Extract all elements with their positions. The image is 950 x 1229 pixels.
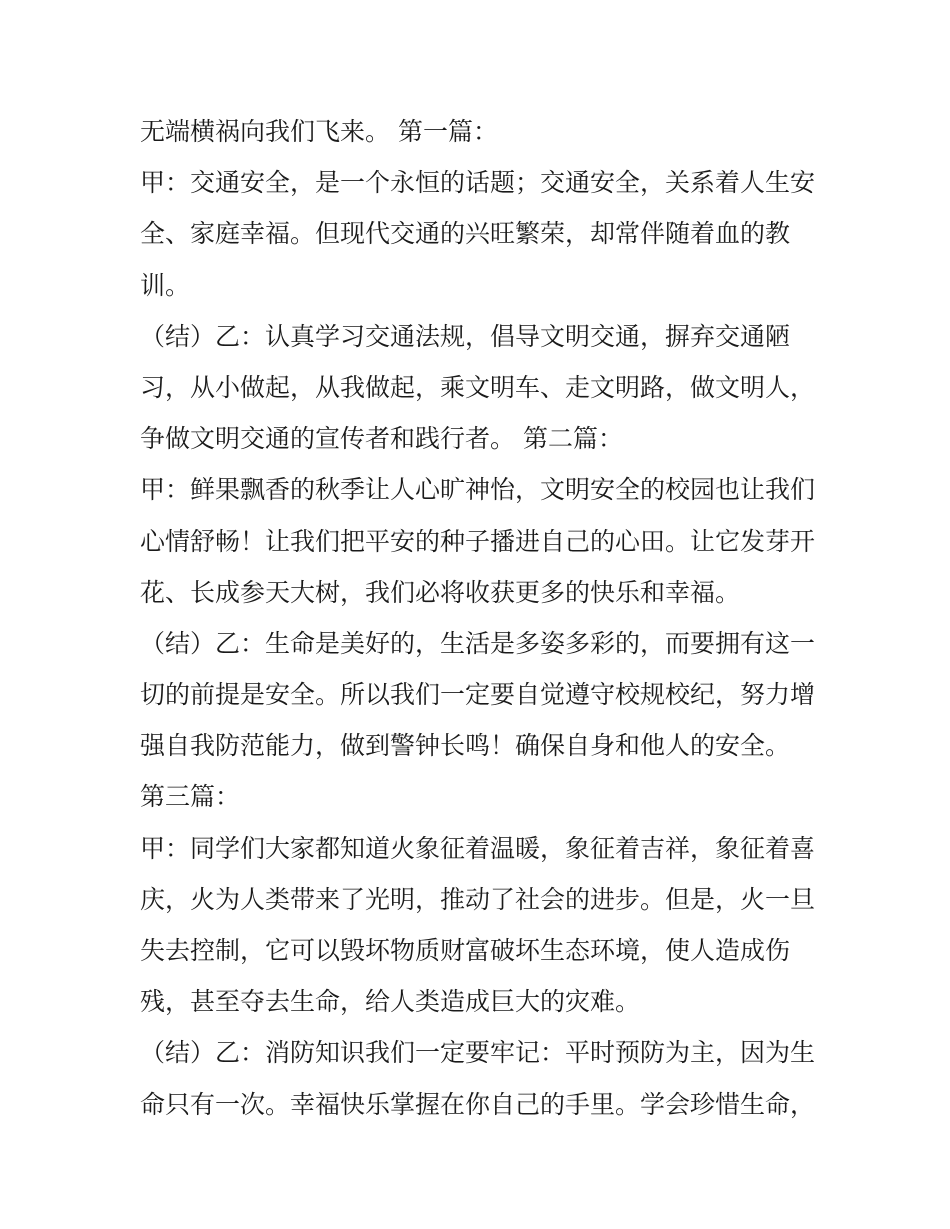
text-line: 全、家庭幸福。但现代交通的兴旺繁荣，却常伴随着血的教 (140, 219, 791, 249)
text-line: 争做文明交通的宣传者和践行者。 第二篇： (140, 424, 623, 454)
text-line: 甲：交通安全，是一个永恒的话题；交通安全，关系着人生安 (140, 168, 816, 198)
text-line: 无端横祸向我们飞来。 第一篇： (140, 117, 498, 146)
text-line: （结）乙：消防知识我们一定要牢记：平时预防为主，因为生 (140, 1038, 816, 1068)
text-line: 强自我防范能力，做到警钟长鸣！确保自身和他人的安全。 (140, 731, 791, 761)
text-line: 甲：同学们大家都知道火象征着温暖，象征着吉祥，象征着喜 (140, 833, 816, 863)
text-line: 庆，火为人类带来了光明，推动了社会的进步。但是，火一旦 (140, 884, 816, 914)
text-line: 习，从小做起，从我做起，乘文明车、走文明路，做文明人， (140, 372, 816, 402)
document-body (140, 106, 820, 1130)
text-line: 失去控制，它可以毁坏物质财富破坏生态环境，使人造成伤 (140, 936, 791, 965)
text-line: 残，甚至夺去生命，给人类造成巨大的灾难。 (140, 987, 641, 1017)
text-line: （结）乙：生命是美好的，生活是多姿多彩的，而要拥有这一 (140, 628, 816, 658)
text-line: 训。 (140, 270, 191, 300)
text-line: 命只有一次。幸福快乐掌握在你自己的手里。学会珍惜生命， (140, 1089, 816, 1119)
text-line: 花、长成参天大树，我们必将收获更多的快乐和幸福。 (140, 577, 741, 607)
text-line: （结）乙：认真学习交通法规，倡导文明交通，摒弃交通陋 (140, 321, 791, 351)
text-line: 第三篇： (140, 782, 241, 812)
text-line: 切的前提是安全。所以我们一定要自觉遵守校规校纪，努力增 (140, 680, 816, 710)
text-line: 甲：鲜果飘香的秋季让人心旷神怡，文明安全的校园也让我们 (140, 475, 816, 505)
text-line: 心情舒畅！让我们把平安的种子播进自己的心田。让它发芽开 (140, 526, 816, 556)
